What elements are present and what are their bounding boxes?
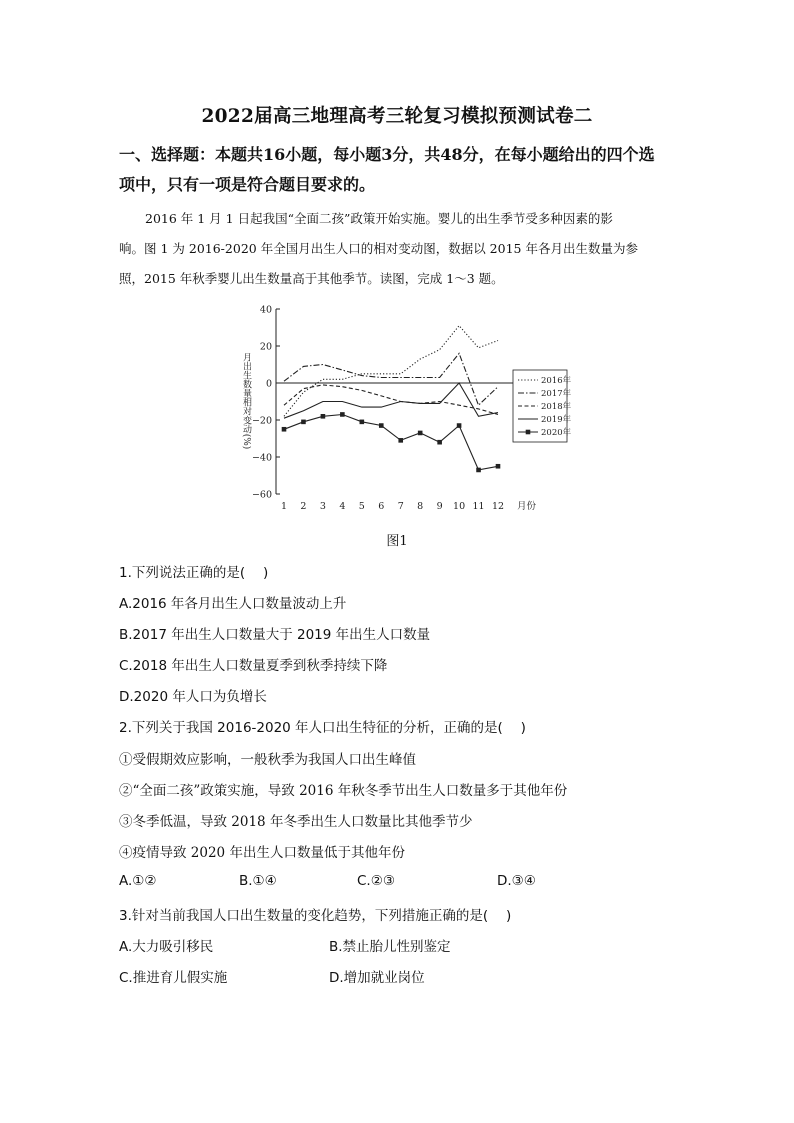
legend-label: 2019年 <box>541 415 572 425</box>
x-tick-label: 10 <box>453 501 466 512</box>
data-point-marker <box>476 468 481 473</box>
data-point-marker <box>437 440 442 445</box>
x-tick-label: 7 <box>397 501 404 512</box>
y-tick-label: 20 <box>259 341 272 353</box>
data-point-marker <box>418 431 423 436</box>
question-2-statement-4: ④疫情导致 2020 年出生人口数量低于其他年份 <box>119 845 405 861</box>
y-tick-label: 40 <box>259 304 272 316</box>
data-point-marker <box>457 423 462 428</box>
x-axis-label: 月份 <box>517 501 537 512</box>
intro-line-1: 2016 年 1 月 1 日起我国“全面二孩”政策开始实施。婴儿的出生季节受多种因素的影 <box>145 211 613 226</box>
x-tick-label: 12 <box>491 501 505 512</box>
question-1-option-c: C.2018 年出生人口数量夏季到秋季持续下降 <box>119 658 388 674</box>
data-point-marker <box>398 438 403 443</box>
series-line-2018 <box>284 385 498 415</box>
x-tick-label: 6 <box>378 501 385 512</box>
series-line-2019 <box>284 383 498 418</box>
legend-marker <box>526 430 531 435</box>
legend-label: 2016年 <box>541 376 572 386</box>
x-tick-label: 5 <box>358 501 365 512</box>
question-3-option-a: A.大力吸引移民 <box>119 939 214 955</box>
section-header-line-2: 项中，只有一项是符合题目要求的。 <box>119 175 376 194</box>
y-tick-label: 0 <box>265 378 272 390</box>
y-tick-label: −40 <box>251 452 272 464</box>
data-point-marker <box>282 427 287 432</box>
series-line-2017 <box>284 353 498 405</box>
section-header-line-1: 一、选择题：本题共16小题，每小题3分，共48分，在每小题给出的四个选 <box>119 145 655 164</box>
y-tick-label: −20 <box>251 415 272 427</box>
question-2-option-a: A.①② <box>119 873 157 889</box>
x-tick-label: 4 <box>339 501 346 512</box>
page-title: 2022届高三地理高考三轮复习模拟预测试卷二 <box>201 106 593 127</box>
question-1-option-d: D.2020 年人口为负增长 <box>119 689 267 705</box>
data-point-marker <box>379 423 384 428</box>
x-tick-label: 8 <box>417 501 424 512</box>
data-point-marker <box>340 412 345 417</box>
data-point-marker <box>301 420 306 425</box>
question-2-option-c: C.②③ <box>357 873 395 889</box>
data-point-marker <box>496 464 501 469</box>
question-3-option-d: D.增加就业岗位 <box>329 970 425 986</box>
question-2-statement-2: ②“全面二孩”政策实施，导致 2016 年秋冬季节出生人口数量多于其他年份 <box>119 783 568 799</box>
question-3-option-c: C.推进育儿假实施 <box>119 970 228 986</box>
intro-line-3: 照，2015 年秋季婴儿出生数量高于其他季节。读图，完成 1～3 题。 <box>119 271 504 286</box>
figure-caption: 图1 <box>386 534 408 549</box>
legend-label: 2020年 <box>541 428 572 438</box>
data-point-marker <box>360 420 365 425</box>
intro-line-2: 响。图 1 为 2016-2020 年全国月出生人口的相对变动图，数据以 2015 年各月出生数量为参 <box>119 241 638 256</box>
question-2-stem: 2.下列关于我国 2016-2020 年人口出生特征的分析，正确的是( ) <box>119 720 526 736</box>
question-3-stem: 3.针对当前我国人口出生数量的变化趋势，下列措施正确的是( ) <box>119 908 512 924</box>
question-2-option-d: D.③④ <box>497 873 536 889</box>
legend-label: 2018年 <box>541 402 572 412</box>
x-tick-label: 1 <box>280 501 288 512</box>
x-tick-label: 3 <box>319 501 326 512</box>
series-line-2020 <box>284 415 498 470</box>
legend-label: 2017年 <box>541 389 572 399</box>
question-3-option-b: B.禁止胎儿性别鉴定 <box>329 939 451 955</box>
y-axis-label: 月出生数量相对变动(%) <box>241 352 251 450</box>
x-tick-label: 2 <box>300 501 307 512</box>
data-point-marker <box>321 414 326 419</box>
question-1-stem: 1.下列说法正确的是( ) <box>119 565 269 581</box>
x-tick-label: 9 <box>436 501 443 512</box>
question-2-option-b: B.①④ <box>239 873 277 889</box>
question-2-statement-3: ③冬季低温，导致 2018 年冬季出生人口数量比其他季节少 <box>119 814 473 830</box>
y-tick-label: −60 <box>251 489 272 501</box>
birth-chart-svg <box>232 300 584 518</box>
x-tick-label: 11 <box>472 501 485 512</box>
birth-chart <box>232 300 584 518</box>
question-1-option-a: A.2016 年各月出生人口数量波动上升 <box>119 596 347 612</box>
question-2-statement-1: ①受假期效应影响，一般秋季为我国人口出生峰值 <box>119 752 416 768</box>
question-1-option-b: B.2017 年出生人口数量大于 2019 年出生人口数量 <box>119 627 431 643</box>
